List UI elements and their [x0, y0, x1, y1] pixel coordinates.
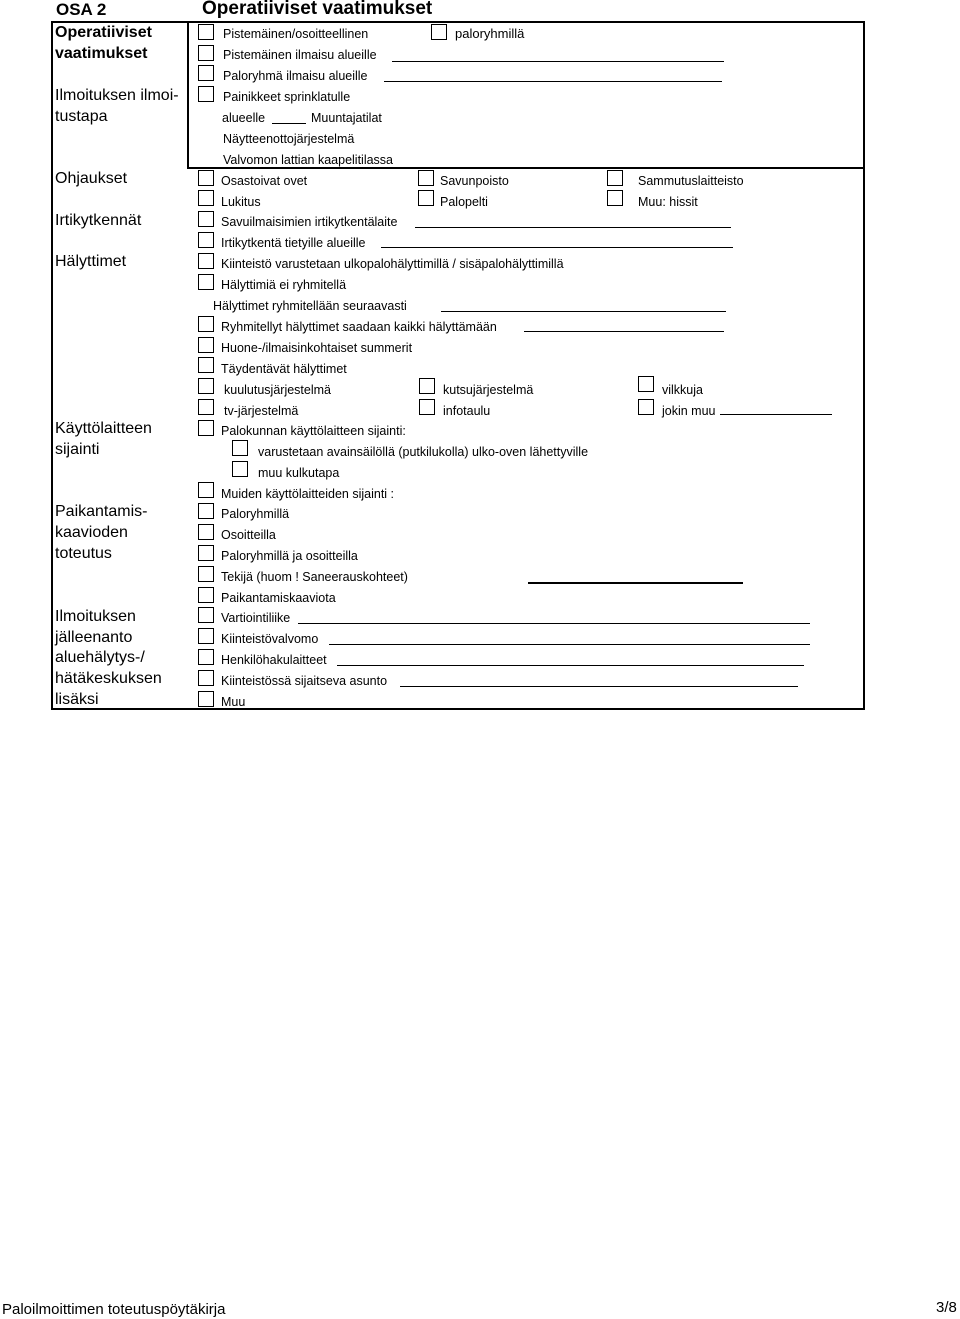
- option-locking: Lukitus: [221, 195, 261, 209]
- form-table: [51, 21, 865, 710]
- checkbox-property-control[interactable]: [198, 628, 214, 644]
- checkbox-smoke[interactable]: [418, 170, 434, 186]
- section-number: OSA 2: [56, 0, 107, 19]
- option-cable-room: Valvomon lattian kaapelitilassa: [223, 153, 394, 167]
- section-title: Operatiiviset vaatimukset: [202, 0, 433, 19]
- option-area-disconnect: Irtikytkentä tietyille alueille: [221, 236, 366, 250]
- label-device-location: Käyttölaitteen: [55, 420, 152, 437]
- option-map-author: Tekijä (huom ! Saneerauskohteet): [221, 570, 408, 584]
- label-relay-5: lisäksi: [55, 691, 99, 708]
- fill-line-sprinkler-area[interactable]: [272, 123, 306, 124]
- option-map-none: Paikantamiskaaviota: [221, 591, 336, 605]
- option-sprinkler-buttons: Painikkeet sprinklatulle: [223, 90, 351, 104]
- option-pager: Henkilöhakulaitteet: [221, 653, 327, 667]
- checkbox-tv-system[interactable]: [198, 399, 214, 415]
- option-apartment: Kiinteistössä sijaitseva asunto: [221, 674, 388, 688]
- option-map-groups-addresses: Paloryhmillä ja osoitteilla: [221, 549, 358, 563]
- label-relay-4: hätäkeskuksen: [55, 670, 162, 687]
- checkbox-room-buzzers[interactable]: [198, 337, 214, 353]
- option-misc: Muu: [221, 695, 246, 709]
- option-smoke: Savunpoisto: [440, 174, 509, 188]
- checkbox-group-area[interactable]: [198, 65, 214, 81]
- label-alarms: Hälyttimet: [55, 253, 127, 270]
- checkbox-point-area[interactable]: [198, 45, 214, 61]
- checkbox-map-none[interactable]: [198, 587, 214, 603]
- option-security-company: Vartiointiliike: [221, 611, 291, 625]
- option-individual: Pistemäinen/osoitteellinen: [223, 27, 369, 41]
- checkbox-group-all[interactable]: [198, 316, 214, 332]
- checkbox-ext-int-alarms[interactable]: [198, 253, 214, 269]
- option-point-area: Pistemäinen ilmaisu alueille: [223, 48, 377, 62]
- option-room-buzzers: Huone-/ilmaisinkohtaiset summerit: [221, 341, 413, 355]
- label-location-maps-2: kaavioden: [55, 524, 128, 541]
- label-location-maps: Paikantamis-: [55, 503, 148, 520]
- fill-line-grouped-as[interactable]: [441, 311, 726, 312]
- checkbox-pager[interactable]: [198, 649, 214, 665]
- checkbox-other[interactable]: [638, 399, 654, 415]
- footer-document-title: Paloilmoittimen toteutuspöytäkirja: [2, 1301, 226, 1318]
- checkbox-area-disconnect[interactable]: [198, 232, 214, 248]
- checkbox-apartment[interactable]: [198, 670, 214, 686]
- checkbox-info-board[interactable]: [419, 399, 435, 415]
- label-relay-3: aluehälytys-/: [55, 649, 145, 666]
- checkbox-map-groups-addresses[interactable]: [198, 545, 214, 561]
- option-key-safe: varustetaan avainsäilöllä (putkilukolla) ulko-oven lähettyville: [258, 445, 589, 459]
- label-location-maps-3: toteutus: [55, 545, 112, 562]
- label-relay: Ilmoituksen: [55, 608, 136, 625]
- option-beacon: vilkkuja: [662, 383, 703, 397]
- option-map-groups: Paloryhmillä: [221, 507, 290, 521]
- option-call-system: kutsujärjestelmä: [443, 383, 534, 397]
- option-group-all: Ryhmitellyt hälyttimet saadaan kaikki hälyttämään: [221, 320, 497, 334]
- option-other-devices: Muiden käyttölaitteiden sijainti :: [221, 487, 395, 501]
- label-operational: Operatiiviset: [55, 24, 152, 41]
- option-extinguishing: Sammutuslaitteisto: [638, 174, 744, 188]
- footer-page-number: 3/8: [936, 1299, 957, 1316]
- option-not-grouped: Hälyttimiä ei ryhmitellä: [221, 278, 347, 292]
- checkbox-smoke-det-disconnect[interactable]: [198, 211, 214, 227]
- option-fire-shutter: Palopelti: [440, 195, 488, 209]
- checkbox-other-lifts[interactable]: [607, 190, 623, 206]
- label-notification: Ilmoituksen ilmoi-: [55, 87, 179, 104]
- fill-line-group-area[interactable]: [384, 81, 722, 82]
- option-other-route: muu kulkutapa: [258, 466, 340, 480]
- checkbox-extinguishing[interactable]: [607, 170, 623, 186]
- option-smoke-det-disconnect: Savuilmaisimien irtikytkentälaite: [221, 215, 398, 229]
- checkbox-not-grouped[interactable]: [198, 274, 214, 290]
- checkbox-security-company[interactable]: [198, 607, 214, 623]
- checkbox-other-devices[interactable]: [198, 482, 214, 498]
- option-area-prefix: alueelle: [222, 111, 266, 125]
- label-notification-2: tustapa: [55, 108, 108, 125]
- label-relay-2: jälleenanto: [55, 629, 133, 646]
- checkbox-other-route[interactable]: [232, 461, 248, 477]
- checkbox-supplementary[interactable]: [198, 357, 214, 373]
- checkbox-map-groups[interactable]: [198, 503, 214, 519]
- option-grouped-as: Hälyttimet ryhmitellään seuraavasti: [213, 299, 407, 313]
- option-group-area: Paloryhmä ilmaisu alueille: [223, 69, 368, 83]
- checkbox-doors[interactable]: [198, 170, 214, 186]
- checkbox-fd-device-location[interactable]: [198, 420, 214, 436]
- checkbox-individual[interactable]: [198, 24, 214, 40]
- checkbox-fire-shutter[interactable]: [418, 190, 434, 206]
- label-controls: Ohjaukset: [55, 170, 128, 187]
- header-divider-vertical: [187, 21, 189, 169]
- option-supplementary: Täydentävät hälyttimet: [221, 362, 347, 376]
- option-converters: Muuntajatilat: [311, 111, 382, 125]
- label-device-location-2: sijainti: [55, 441, 100, 458]
- label-disconnect: Irtikytkennät: [55, 212, 142, 229]
- option-tv-system: tv-järjestelmä: [224, 404, 299, 418]
- checkbox-map-addresses[interactable]: [198, 524, 214, 540]
- checkbox-pa-system[interactable]: [198, 378, 214, 394]
- option-fd-device-location: Palokunnan käyttölaitteen sijainti:: [221, 424, 406, 438]
- option-doors: Osastoivat ovet: [221, 174, 308, 188]
- option-by-group: paloryhmillä: [455, 26, 525, 41]
- fill-line-security-company[interactable]: [298, 623, 810, 624]
- checkbox-beacon[interactable]: [638, 376, 654, 392]
- fill-line-smoke-det[interactable]: [415, 227, 731, 228]
- checkbox-by-group[interactable]: [431, 24, 447, 40]
- fill-line-other[interactable]: [720, 414, 832, 415]
- option-other: jokin muu: [662, 404, 716, 418]
- checkbox-map-author[interactable]: [198, 566, 214, 582]
- checkbox-misc[interactable]: [198, 691, 214, 707]
- fill-line-area-disconnect[interactable]: [381, 247, 733, 248]
- checkbox-locking[interactable]: [198, 190, 214, 206]
- option-map-addresses: Osoitteilla: [221, 528, 276, 542]
- label-operational-2: vaatimukset: [55, 45, 148, 62]
- fill-line-apartment[interactable]: [400, 686, 798, 687]
- fill-line-property-control[interactable]: [329, 644, 810, 645]
- checkbox-call-system[interactable]: [419, 378, 435, 394]
- fill-line-pager[interactable]: [337, 665, 804, 666]
- checkbox-key-safe[interactable]: [232, 440, 248, 456]
- checkbox-sprinkler-buttons[interactable]: [198, 86, 214, 102]
- fill-line-group-all[interactable]: [524, 331, 724, 332]
- fill-line-point-area[interactable]: [392, 61, 724, 62]
- option-other-lifts: Muu: hissit: [638, 195, 698, 209]
- option-property-control: Kiinteistövalvomo: [221, 632, 319, 646]
- option-ext-int-alarms: Kiinteistö varustetaan ulkopalohälyttimillä / sisäpalohälyttimillä: [221, 257, 564, 271]
- option-info-board: infotaulu: [443, 404, 491, 418]
- option-sampling: Näytteenottojärjestelmä: [223, 132, 355, 146]
- fill-line-map-author[interactable]: [528, 582, 743, 584]
- option-pa-system: kuulutusjärjestelmä: [224, 383, 331, 397]
